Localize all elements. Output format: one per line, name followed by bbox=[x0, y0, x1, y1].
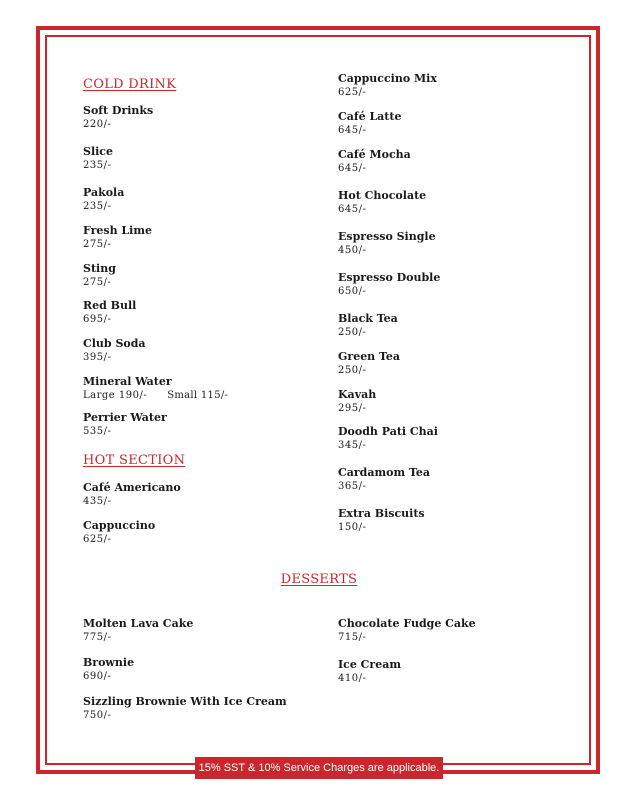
item-name: Kavah bbox=[338, 388, 377, 401]
item-name: Fresh Lime bbox=[83, 224, 152, 237]
menu-item bbox=[83, 481, 181, 508]
item-price: 645/- bbox=[338, 125, 367, 136]
item-name: Café Americano bbox=[83, 481, 181, 494]
menu-item bbox=[83, 617, 193, 644]
menu-item bbox=[338, 617, 476, 644]
menu-item bbox=[338, 148, 411, 175]
item-price: 250/- bbox=[338, 327, 367, 338]
item-price: 395/- bbox=[83, 352, 112, 363]
item-price: 715/- bbox=[338, 632, 367, 643]
menu-item bbox=[83, 519, 155, 546]
item-name: Espresso Double bbox=[338, 271, 441, 284]
menu-item bbox=[338, 507, 425, 534]
menu-item bbox=[338, 230, 436, 257]
menu-item bbox=[83, 104, 153, 131]
item-price: 435/- bbox=[83, 496, 112, 507]
item-price: 410/- bbox=[338, 673, 367, 684]
menu-item bbox=[83, 411, 167, 438]
item-name: Sting bbox=[83, 262, 116, 275]
item-price: 295/- bbox=[338, 403, 367, 414]
price-small: Small 115/- bbox=[167, 390, 229, 401]
item-name: Pakola bbox=[83, 186, 125, 199]
item-price: 365/- bbox=[338, 481, 367, 492]
item-name: Espresso Single bbox=[338, 230, 436, 243]
menu-item bbox=[83, 224, 152, 251]
item-name: Molten Lava Cake bbox=[83, 617, 194, 630]
item-price: 690/- bbox=[83, 671, 112, 682]
item-name: Cardamom Tea bbox=[338, 466, 430, 479]
item-name: Mineral Water bbox=[83, 375, 172, 388]
item-price: 695/- bbox=[83, 314, 112, 325]
item-name: Brownie bbox=[83, 656, 135, 669]
item-name: Doodh Pati Chai bbox=[338, 425, 438, 438]
item-price: 450/- bbox=[338, 245, 367, 256]
price-large: Large 190/- bbox=[83, 390, 148, 401]
item-price: 150/- bbox=[338, 522, 367, 533]
menu-item bbox=[338, 271, 440, 298]
hot-section-heading: HOT SECTION bbox=[83, 453, 186, 468]
item-price bbox=[83, 389, 228, 402]
item-name: Green Tea bbox=[338, 350, 401, 363]
item-price: 625/- bbox=[338, 87, 367, 98]
menu-item bbox=[338, 425, 438, 452]
item-name: Perrier Water bbox=[83, 411, 167, 424]
item-name: Cappuccino bbox=[83, 519, 156, 532]
item-price: 250/- bbox=[338, 365, 367, 376]
item-price: 650/- bbox=[338, 286, 367, 297]
menu-item bbox=[83, 299, 136, 326]
menu-item bbox=[83, 262, 116, 289]
item-name: Café Latte bbox=[338, 110, 402, 123]
item-name: Slice bbox=[83, 145, 113, 158]
menu-item bbox=[83, 337, 146, 364]
item-price: 275/- bbox=[83, 277, 112, 288]
menu-item bbox=[338, 350, 400, 377]
item-name: Café Mocha bbox=[338, 148, 411, 161]
item-name: Black Tea bbox=[338, 312, 398, 325]
item-price: 235/- bbox=[83, 201, 112, 212]
desserts-heading bbox=[0, 572, 638, 587]
menu-item bbox=[83, 145, 113, 172]
item-price: 235/- bbox=[83, 160, 112, 171]
item-price: 750/- bbox=[83, 710, 112, 721]
item-name: Soft Drinks bbox=[83, 104, 154, 117]
menu-item bbox=[338, 466, 430, 493]
menu-item bbox=[83, 695, 287, 722]
item-name: Club Soda bbox=[83, 337, 146, 350]
menu-item bbox=[338, 189, 426, 216]
item-price: 275/- bbox=[83, 239, 112, 250]
item-name: Ice Cream bbox=[338, 658, 401, 671]
menu-item bbox=[338, 312, 398, 339]
item-price: 775/- bbox=[83, 632, 112, 643]
menu-item bbox=[338, 388, 376, 415]
cold-drink-heading: COLD DRINK bbox=[83, 77, 177, 92]
item-price: 345/- bbox=[338, 440, 367, 451]
item-price: 220/- bbox=[83, 119, 112, 130]
menu-item bbox=[338, 110, 401, 137]
item-price: 645/- bbox=[338, 204, 367, 215]
menu-item bbox=[338, 658, 401, 685]
item-name: Cappuccino Mix bbox=[338, 72, 437, 85]
item-name: Sizzling Brownie With Ice Cream bbox=[83, 695, 287, 708]
menu-item bbox=[83, 656, 134, 683]
item-price: 625/- bbox=[83, 534, 112, 545]
menu-item bbox=[338, 72, 437, 99]
item-name: Hot Chocolate bbox=[338, 189, 427, 202]
menu-item bbox=[83, 375, 228, 402]
item-name: Chocolate Fudge Cake bbox=[338, 617, 476, 630]
service-charge-banner: 15% SST & 10% Service Charges are applicable. bbox=[195, 757, 443, 779]
item-price: 535/- bbox=[83, 426, 112, 437]
item-name: Extra Biscuits bbox=[338, 507, 425, 520]
desserts-heading-text: DESSERTS bbox=[280, 572, 358, 587]
menu-item bbox=[83, 186, 124, 213]
item-price: 645/- bbox=[338, 163, 367, 174]
item-name: Red Bull bbox=[83, 299, 137, 312]
